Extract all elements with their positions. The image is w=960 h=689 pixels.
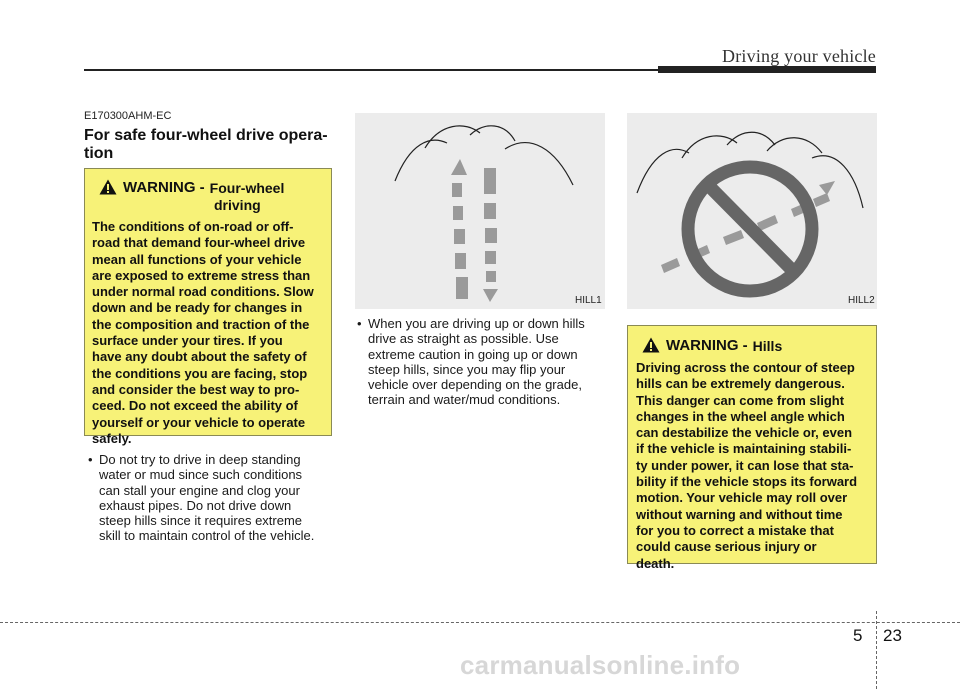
bullet-line: skill to maintain control of the vehicle. xyxy=(99,528,315,544)
warning-line: for you to correct a mistake that xyxy=(636,522,834,538)
warning-line: bility if the vehicle stops its forward xyxy=(636,474,858,490)
bullet-line: drive as straight as possible. Use xyxy=(368,331,559,347)
warning-line: without warning and without time xyxy=(636,506,843,522)
warning-line: changes in the wheel angle which xyxy=(636,408,845,424)
figure-hill-straight xyxy=(355,113,605,309)
warning-line: down and be ready for changes in xyxy=(92,300,303,316)
warning-line: motion. Your vehicle may roll over xyxy=(636,490,848,506)
hill-across-illustration xyxy=(627,113,877,309)
reference-code: E170300AHM-EC xyxy=(84,110,172,122)
bullet-line: steep hills since it requires extreme xyxy=(99,513,303,529)
bullet-line: terrain and water/mud conditions. xyxy=(368,392,561,408)
bullet-line: extreme caution in going up or down xyxy=(368,346,578,362)
warning-line: are exposed to extreme stress than xyxy=(92,267,311,283)
warning-triangle-icon xyxy=(99,179,117,195)
warning-box-hills xyxy=(627,325,877,571)
page-number-divider xyxy=(876,611,877,689)
section-title: Driving your vehicle xyxy=(722,46,876,66)
warning-line: road that demand four-wheel drive xyxy=(92,235,306,251)
header-rule-thin xyxy=(84,69,660,71)
warning-title xyxy=(99,179,284,196)
heading-line-2: tion xyxy=(84,145,114,162)
warning-line: under normal road conditions. Slow xyxy=(92,284,314,300)
warning-line: surface under your tires. If you xyxy=(92,333,283,349)
warning-line: could cause serious injury or xyxy=(636,539,817,555)
heading-line-1: For safe four-wheel drive opera- xyxy=(84,127,328,144)
footer-divider xyxy=(0,622,960,623)
warning-box-four-wheel xyxy=(84,168,332,446)
warning-line: hills can be extremely dangerous. xyxy=(636,376,845,392)
hill-straight-illustration xyxy=(355,113,605,309)
bullet-deep-water xyxy=(88,452,336,544)
bullet-line: steep hills, since you may flip your xyxy=(368,361,566,377)
warning-line: the conditions you are facing, stop xyxy=(92,365,308,381)
warning-subject-line-1: Four-wheel xyxy=(209,180,285,196)
warning-body xyxy=(636,360,870,572)
warning-title xyxy=(642,337,782,354)
warning-line: This danger can come from slight xyxy=(636,392,845,408)
bullet-marker: • xyxy=(357,316,362,331)
warning-line: The conditions of on-road or off- xyxy=(92,219,294,234)
bullet-drive-straight xyxy=(357,316,605,408)
bullet-line: exhaust pipes. Do not drive down xyxy=(99,497,292,513)
warning-line: death. xyxy=(636,555,675,571)
watermark: carmanualsonline.info xyxy=(460,650,741,680)
warning-body xyxy=(92,219,326,447)
warning-line: ty under power, it can lose that sta- xyxy=(636,457,854,473)
bullet-line: Do not try to drive in deep standing xyxy=(99,452,301,467)
figure-hill-across xyxy=(627,113,877,309)
warning-line: safely. xyxy=(92,430,132,446)
bullet-marker: • xyxy=(88,452,93,467)
bullet-line: can stall your engine and clog your xyxy=(99,482,300,498)
warning-line: yourself or your vehicle to operate xyxy=(92,414,306,430)
chapter-number: 5 xyxy=(853,626,863,645)
warning-word: WARNING - xyxy=(666,337,748,354)
warning-triangle-icon xyxy=(642,337,660,353)
warning-subject: Hills xyxy=(752,338,783,354)
warning-line: have any doubt about the safety of xyxy=(92,349,307,365)
warning-line: Driving across the contour of steep xyxy=(636,360,855,375)
warning-word: WARNING - xyxy=(123,179,205,196)
page-number: 23 xyxy=(883,626,902,645)
warning-line: mean all functions of your vehicle xyxy=(92,251,302,267)
bullet-line: vehicle over depending on the grade, xyxy=(368,377,582,393)
bullet-line: water or mud since such conditions xyxy=(99,467,303,483)
warning-line: if the vehicle is maintaining stabili- xyxy=(636,441,852,457)
warning-line: can destabilize the vehicle or, even xyxy=(636,425,853,441)
warning-subject-line-2: driving xyxy=(214,197,261,213)
header-rule-thick xyxy=(658,66,876,73)
page-heading xyxy=(84,127,336,163)
warning-line: the composition and traction of the xyxy=(92,316,310,332)
warning-line: ceed. Do not exceed the ability of xyxy=(92,398,298,414)
warning-line: and consider the best way to pro- xyxy=(92,381,300,397)
figure-label-hill2: HILL2 xyxy=(848,295,875,306)
bullet-line: When you are driving up or down hills xyxy=(368,316,585,331)
figure-label-hill1: HILL1 xyxy=(575,295,602,306)
